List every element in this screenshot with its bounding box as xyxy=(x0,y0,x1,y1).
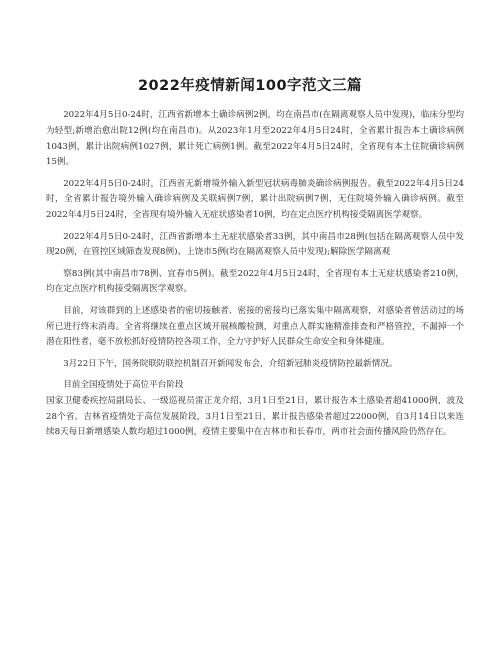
paragraph: 国家卫健委疾控局副局长、一级巡视员雷正龙介绍，3月1日至21日，累计报告本土感染者超41000例，波及28个省。吉林省疫情处于高位发展阶段，3月1日至21日，累计报告感染者超过22000例，自3月14日以来连续8天每日新增感染人数均超过1000例，疫情主要集中在吉林市和长春市，两市社会面传播风险仍然存在。 xyxy=(46,395,464,438)
paragraph: 2022年4月5日0-24时，江西省新增本土确诊病例2例，均在南昌市(在隔离观察人员中发现)，临床分型均为轻型;新增治愈出院12例(均在南昌市)。从2023年1月至2022年4月5日24时，全省累计报告本土确诊病例1043例，累计出院病例1027例，累计死亡病例1例。截至2022年4月5日24时，全省现有本土住院确诊病例15例。 xyxy=(46,110,464,168)
paragraph: 目前，对该群到的上述感染者的密切接触者、密接的密接均已落实集中隔离观察，对感染者曾活动过的场所已进行终末消毒。全省将继续在重点区域开展核酸检测，对重点人群实施精准排查和严格管控，不漏掉一个潜在阳性者，毫不放松抓好疫情防控各项工作，全力守护好人民群众生命安全和身体健康。 xyxy=(46,305,464,348)
paragraph: 2022年4月5日0-24时，江西省新增本土无症状感染者33例，其中南昌市28例(包括在隔离观察人员中发现20例，在管控区域筛查发现8例)、上饶市5例(均在隔离观察人员中发现);解除医学隔离观 xyxy=(46,231,464,258)
paragraph: 察83例(其中南昌市78例、宜春市5例)。截至2022年4月5日24时，全省现有本土无症状感染者210例，均在定点医疗机构接受隔离医学观察。 xyxy=(46,268,464,295)
paragraph: 3月22日下午，国务院联防联控机制召开新闻发布会，介绍新冠肺炎疫情防控最新情况。 xyxy=(63,358,398,369)
subheading: 目前全国疫情处于高位平台阶段 xyxy=(63,379,184,390)
paragraph: 2022年4月5日0-24时，江西省无新增境外输入新型冠状病毒肺炎确诊病例报告。截至2022年4月5日24时，全省累计报告境外输入确诊病例及关联病例7例，累计出院病例7例，无住院境外输入确诊病例。截至2022年4月5日24时，全省现有境外输入无症状感染者10例，均在定点医疗机构接受隔离医学观察。 xyxy=(46,178,464,221)
document-title: 2022年疫情新闻100字范文三篇 xyxy=(137,78,363,94)
document-body xyxy=(46,108,464,447)
